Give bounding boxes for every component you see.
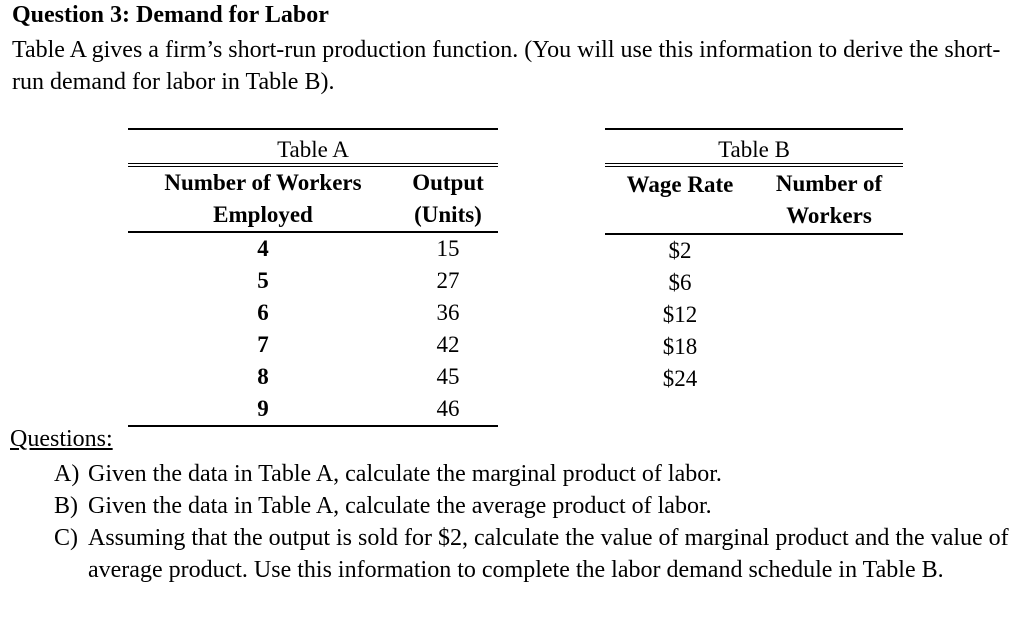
- questions-label: Questions:: [10, 426, 113, 452]
- table-row: [605, 299, 903, 331]
- output-cell: 45: [436, 364, 460, 389]
- question-letter: C): [54, 525, 78, 551]
- table-row: [128, 232, 498, 265]
- list-item: [54, 490, 1014, 522]
- output-cell: 27: [436, 268, 460, 293]
- workers-cell: [755, 363, 903, 395]
- table-b-header-workers: Number of Workers: [755, 165, 903, 234]
- workers-cell: 6: [257, 300, 269, 325]
- table-a-header-workers: Number of Workers Employed: [128, 165, 398, 232]
- questions-list: [54, 458, 1014, 586]
- question-text: Assuming that the output is sold for $2, calculate the value of marginal product and the value of average product. Use this information to complete the labor demand schedule in Table B.: [88, 525, 1009, 583]
- intro-paragraph: Table A gives a firm’s short-run production function. (You will use this information to derive the short-run demand for labor in Table B).: [12, 37, 1001, 95]
- workers-cell: 9: [128, 393, 398, 426]
- table-row: [605, 363, 903, 395]
- table-row: [128, 297, 498, 329]
- table-b-title: Table B: [605, 129, 903, 165]
- wage-cell: $24: [662, 366, 698, 391]
- question-text: Given the data in Table A, calculate the average product of labor.: [88, 493, 712, 519]
- workers-cell: 7: [257, 332, 269, 357]
- workers-cell: [755, 331, 903, 363]
- table-a: [128, 128, 498, 427]
- question-letter: B): [54, 493, 78, 519]
- table-row: [128, 361, 498, 393]
- workers-cell: [755, 299, 903, 331]
- workers-cell: [755, 234, 903, 267]
- wage-cell: $18: [662, 334, 698, 359]
- table-b: [605, 128, 903, 395]
- table-row: [605, 267, 903, 299]
- wage-cell: $6: [668, 270, 692, 295]
- table-row: [128, 265, 498, 297]
- question-letter: A): [54, 461, 80, 487]
- workers-cell: 4: [257, 236, 269, 261]
- list-item: [54, 522, 1014, 586]
- table-row: [128, 329, 498, 361]
- table-a-header-output: Output (Units): [398, 165, 498, 232]
- question-heading: Question 3: Demand for Labor: [12, 2, 329, 28]
- wage-cell: $12: [662, 302, 698, 327]
- table-row: [128, 393, 498, 426]
- workers-cell: 5: [257, 268, 269, 293]
- output-cell: 15: [436, 236, 460, 261]
- table-row: [605, 331, 903, 363]
- wage-cell: $2: [668, 238, 692, 263]
- output-cell: 42: [436, 332, 460, 357]
- output-cell: 36: [436, 300, 460, 325]
- table-a-title: Table A: [128, 129, 498, 165]
- workers-cell: 8: [257, 364, 269, 389]
- question-text: Given the data in Table A, calculate the marginal product of labor.: [88, 461, 722, 487]
- table-b-header-wage: Wage Rate: [605, 165, 755, 234]
- table-row: [605, 234, 903, 267]
- workers-cell: [755, 267, 903, 299]
- list-item: [54, 458, 1014, 490]
- output-cell: 46: [398, 393, 498, 426]
